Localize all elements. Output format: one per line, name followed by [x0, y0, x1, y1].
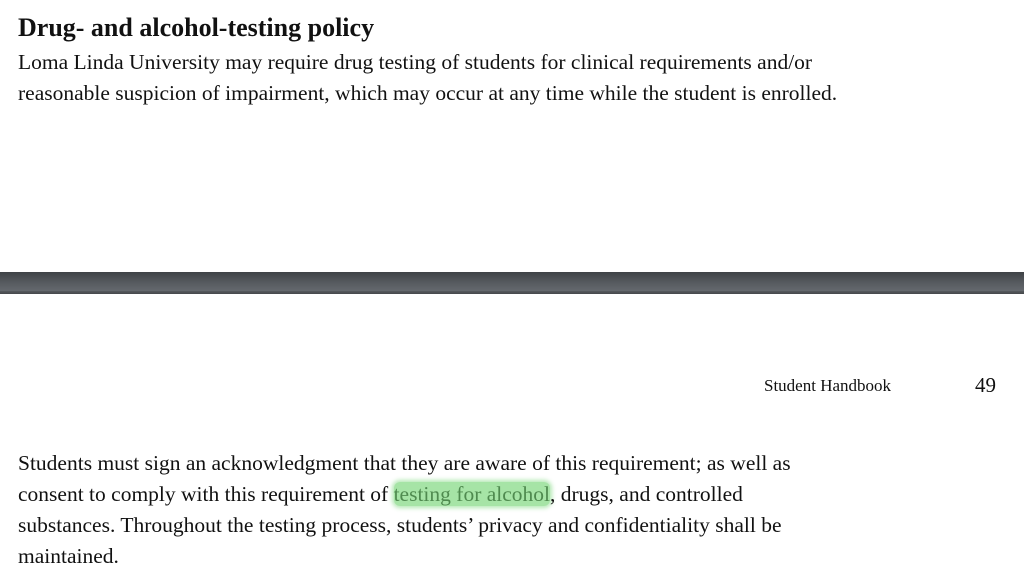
highlighted-text[interactable]: testing for alcohol	[393, 482, 551, 506]
page-separator	[0, 272, 1024, 294]
line-text: , drugs, and controlled	[550, 482, 743, 506]
paragraph-line: Students must sign an acknowledgment that they are aware of this requirement; as well as	[18, 451, 791, 475]
acknowledgment-paragraph	[18, 448, 791, 572]
policy-paragraph	[18, 47, 837, 109]
paragraph-line: maintained.	[18, 544, 119, 568]
paragraph-line: Loma Linda University may require drug testing of students for clinical requirements and/or	[18, 50, 813, 74]
section-heading: Drug- and alcohol-testing policy	[18, 13, 375, 42]
paragraph-line	[18, 479, 791, 510]
page-number: 49	[975, 373, 996, 397]
paragraph-line: reasonable suspicion of impairment, which may occur at any time while the student is enrolled.	[18, 81, 838, 105]
document-page-top	[0, 0, 1024, 272]
running-header	[0, 372, 1024, 400]
handbook-title: Student Handbook	[764, 376, 892, 395]
line-text: consent to comply with this requirement of	[18, 482, 394, 506]
paragraph-line: substances. Throughout the testing process, students’ privacy and confidentiality shall be	[18, 513, 782, 537]
